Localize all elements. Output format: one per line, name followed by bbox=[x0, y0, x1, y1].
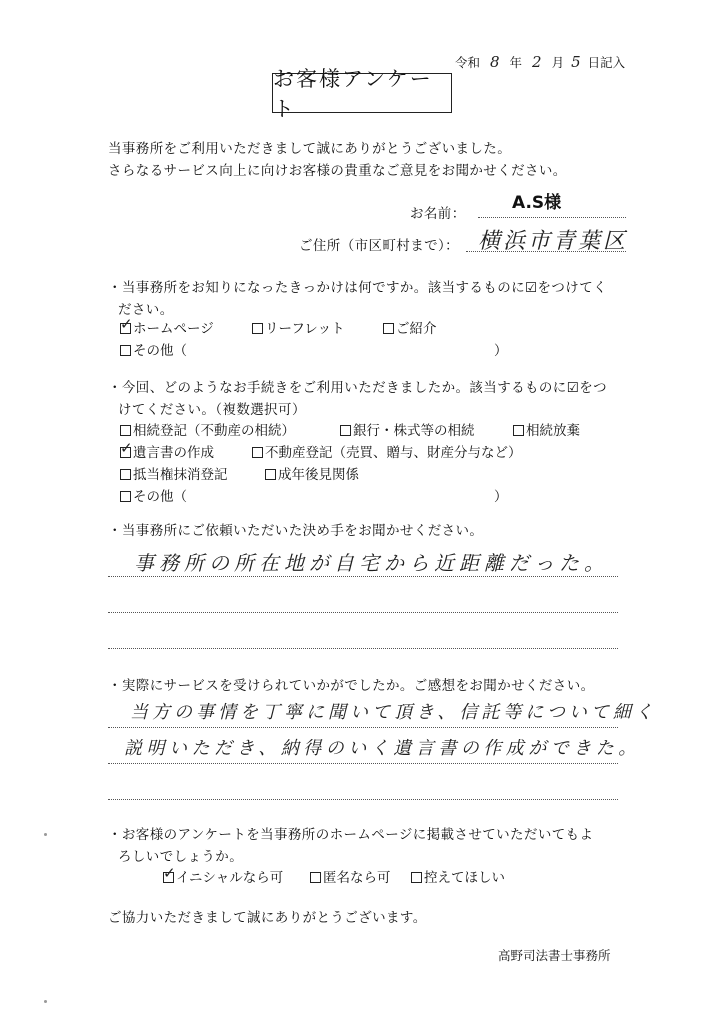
checkbox[interactable] bbox=[310, 872, 321, 883]
option-label: 銀行・株式等の相続 bbox=[353, 423, 475, 439]
scan-speck bbox=[44, 1000, 47, 1003]
q3-answer[interactable]: 事務所の所在地が自宅から近距離だった。 bbox=[134, 551, 609, 575]
intro-line-1: 当事務所をご利用いただきまして誠にありがとうございました。 bbox=[108, 141, 512, 157]
check-mark-icon: ✓ bbox=[163, 864, 176, 882]
name-underline bbox=[478, 217, 626, 218]
checkbox[interactable] bbox=[163, 864, 176, 883]
option-label: ご紹介 bbox=[396, 321, 437, 337]
q4-answer-rule-2 bbox=[108, 763, 618, 764]
date-year-label: 年 bbox=[509, 55, 523, 70]
option-label: 不動産登記（売買、贈与、財産分与など） bbox=[265, 445, 522, 461]
date-month-label: 月 bbox=[551, 55, 565, 70]
checkbox[interactable] bbox=[411, 872, 422, 883]
date-line bbox=[455, 53, 625, 71]
checkbox[interactable] bbox=[265, 469, 276, 480]
option-label: 抵当権抹消登記 bbox=[133, 467, 228, 483]
option-label: ホームページ bbox=[133, 321, 214, 337]
option-label: リーフレット bbox=[265, 321, 345, 337]
address-label: ご住所（市区町村まで）： bbox=[299, 238, 460, 254]
q5-option-anonymous[interactable] bbox=[310, 866, 391, 886]
checkbox[interactable] bbox=[252, 323, 263, 334]
intro-line-2: さらなるサービス向上に向けお客様の貴重なご意見をお聞かせください。 bbox=[108, 163, 567, 179]
q2-question-line-2: けてください。（複数選択可） bbox=[118, 402, 306, 418]
q1-other-close-paren: ） bbox=[494, 343, 508, 359]
q1-question-line-2: ださい。 bbox=[118, 302, 174, 318]
scan-speck bbox=[44, 833, 47, 836]
name-label: お名前： bbox=[410, 206, 466, 222]
checkbox[interactable] bbox=[120, 439, 133, 458]
option-label: 遺言書の作成 bbox=[133, 445, 214, 461]
q2-option-guardianship[interactable] bbox=[265, 463, 359, 483]
date-year: 8 bbox=[490, 53, 500, 71]
q2-question-line-1: ・今回、どのようなお手続きをご利用いただきましたか。該当するものに☑をつ bbox=[108, 380, 608, 396]
q1-option-leaflet[interactable] bbox=[252, 317, 345, 337]
date-era: 令和 bbox=[455, 55, 481, 70]
date-month: 2 bbox=[532, 53, 542, 71]
option-label: 相続登記（不動産の相続） bbox=[133, 423, 295, 439]
q4-answer-line-1[interactable]: 当方の事情を丁寧に聞いて頂き、信託等について細く bbox=[130, 702, 657, 723]
q4-answer-rule-1 bbox=[108, 727, 618, 728]
q1-option-homepage[interactable] bbox=[120, 317, 214, 337]
q3-answer-line-3 bbox=[108, 648, 618, 649]
date-day-label: 日記入 bbox=[587, 55, 626, 70]
option-label: 成年後見関係 bbox=[278, 467, 359, 483]
q5-option-decline[interactable] bbox=[411, 866, 505, 886]
q2-option-other[interactable] bbox=[120, 485, 187, 505]
option-label: その他（ bbox=[133, 343, 187, 359]
q2-option-mortgage-cancellation[interactable] bbox=[120, 463, 228, 483]
q3-answer-line-2 bbox=[108, 612, 618, 613]
option-label: 控えてほしい bbox=[424, 870, 505, 886]
checkbox[interactable] bbox=[252, 447, 263, 458]
option-label: 相続放棄 bbox=[526, 423, 580, 439]
check-mark-icon: ✓ bbox=[120, 439, 133, 457]
checkbox[interactable] bbox=[340, 425, 351, 436]
q5-question-line-1: ・お客様のアンケートを当事務所のホームページに掲載させていただいてもよ bbox=[108, 827, 594, 843]
option-label: イニシャルなら可 bbox=[176, 870, 284, 886]
q5-question-line-2: ろしいでしょうか。 bbox=[118, 849, 244, 865]
checkbox[interactable] bbox=[513, 425, 524, 436]
name-value: A.S様 bbox=[512, 193, 562, 213]
page-title: お客様アンケート bbox=[272, 73, 452, 113]
address-value: 横浜市青葉区 bbox=[478, 229, 629, 254]
checkbox[interactable] bbox=[120, 491, 131, 502]
q4-answer-line-2[interactable]: 説明いただき、納得のいく遺言書の作成ができた。 bbox=[124, 738, 641, 759]
checkbox[interactable] bbox=[120, 315, 133, 334]
option-label: 匿名なら可 bbox=[323, 870, 391, 886]
q2-option-inheritance-registration[interactable] bbox=[120, 419, 295, 439]
q1-question-line-1: ・当事務所をお知りになったきっかけは何ですか。該当するものに☑をつけてく bbox=[108, 280, 608, 296]
q2-option-bank-stock-inheritance[interactable] bbox=[340, 419, 475, 439]
date-day: 5 bbox=[571, 53, 581, 71]
q1-option-other[interactable] bbox=[120, 339, 187, 359]
q2-option-real-estate-registration[interactable] bbox=[252, 441, 522, 461]
checkbox[interactable] bbox=[120, 425, 131, 436]
q4-question: ・実際にサービスを受けられていかがでしたか。ご感想をお聞かせください。 bbox=[108, 678, 595, 694]
q5-option-initials[interactable] bbox=[163, 866, 283, 886]
q3-question: ・当事務所にご依頼いただいた決め手をお聞かせください。 bbox=[108, 523, 484, 539]
q2-option-renunciation[interactable] bbox=[513, 419, 580, 439]
checkbox[interactable] bbox=[383, 323, 394, 334]
q2-option-will-creation[interactable] bbox=[120, 441, 214, 461]
q3-answer-line-1 bbox=[108, 576, 618, 577]
option-label: その他（ bbox=[133, 489, 187, 505]
closing-text: ご協力いただきまして誠にありがとうございます。 bbox=[108, 910, 427, 926]
q1-option-referral[interactable] bbox=[383, 317, 437, 337]
checkbox[interactable] bbox=[120, 345, 131, 356]
address-underline bbox=[466, 251, 626, 252]
q4-answer-rule-3 bbox=[108, 799, 618, 800]
check-mark-icon: ✓ bbox=[120, 315, 133, 333]
q2-other-close-paren: ） bbox=[494, 489, 508, 505]
checkbox[interactable] bbox=[120, 469, 131, 480]
office-name: 高野司法書士事務所 bbox=[498, 948, 611, 963]
